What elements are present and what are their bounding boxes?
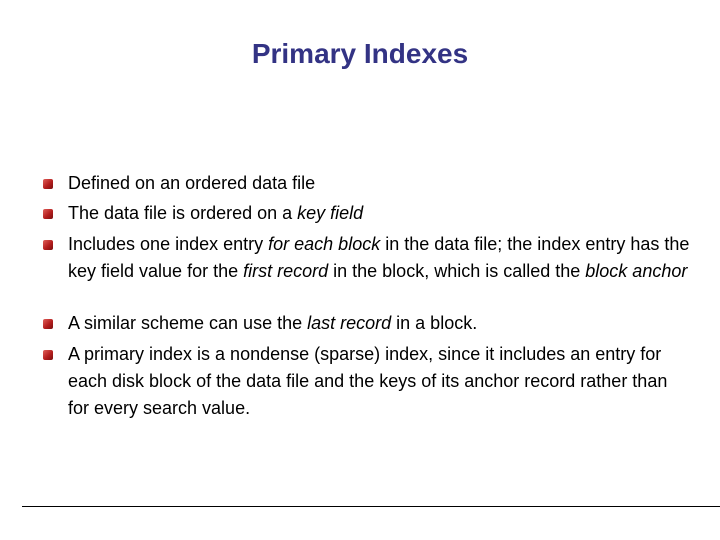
bullet-text-italic: last record — [307, 313, 392, 333]
bullet-text: A primary index is a nondense (sparse) index, since it includes an entry for each disk block of the data file and the keys of its anchor record rather than for every search value. — [68, 344, 668, 418]
bullet-item — [68, 310, 708, 337]
bullet-text: Defined on an ordered data file — [68, 173, 316, 193]
bullet-text: in the block, which is called the — [328, 261, 586, 281]
red-square-bullet-icon — [43, 319, 53, 329]
bullet-text-italic: block anchor — [585, 261, 688, 281]
bullet-item — [68, 170, 708, 197]
bullet-text: in the data file; the index entry has the key field value for the — [68, 234, 690, 281]
bullet-text: A similar scheme can use the — [68, 313, 308, 333]
footer-divider — [22, 506, 720, 507]
red-square-bullet-icon — [43, 179, 53, 189]
bullet-text-italic: for each block — [268, 234, 381, 254]
bullet-item — [68, 200, 708, 227]
bullet-text: The data file is ordered on a — [68, 203, 298, 223]
slide-title: Primary Indexes — [251, 38, 469, 69]
bullet-item — [68, 231, 708, 285]
bullet-text-italic: key field — [297, 203, 364, 223]
red-square-bullet-icon — [43, 240, 53, 250]
red-square-bullet-icon — [43, 209, 53, 219]
bullet-text: in a block. — [391, 313, 478, 333]
bullet-item — [68, 341, 668, 422]
red-square-bullet-icon — [43, 350, 53, 360]
bullet-text-italic: first record — [243, 261, 329, 281]
bullet-text: Includes one index entry — [68, 234, 269, 254]
